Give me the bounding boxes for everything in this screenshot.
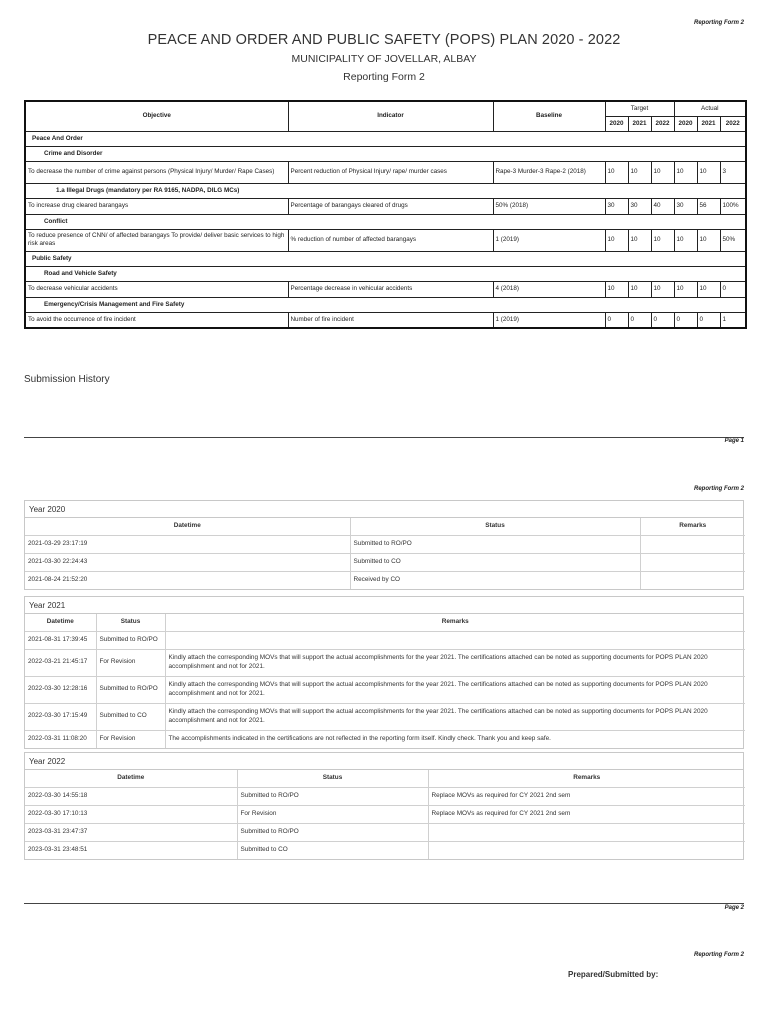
remarks-cell (640, 571, 745, 589)
history-2021 (24, 596, 744, 749)
table-row (25, 631, 745, 649)
datetime-cell: 2023-03-31 23:47:37 (25, 823, 237, 841)
actual-cell: 10 (674, 161, 697, 183)
indicator-cell: % reduction of number of affected barangays (288, 229, 493, 251)
indicator-cell: Percent reduction of Physical Injury/ rape/ murder cases (288, 161, 493, 183)
remarks-cell: Kindly attach the corresponding MOVs that will support the actual accomplishments for the year 2021. The certifications attached can be noted as supporting documents for POPS PLAN 2020 accomplishment and not for 2021. (165, 649, 745, 676)
target-cell: 10 (605, 229, 628, 251)
status-cell: For Revision (96, 730, 165, 748)
status-cell: Submitted to RO/PO (96, 676, 165, 703)
status-cell: Submitted to RO/PO (96, 631, 165, 649)
datetime-cell: 2021-03-29 23:17:19 (25, 535, 350, 553)
target-cell: 10 (628, 161, 651, 183)
form-subtitle: Reporting Form 2 (343, 71, 425, 83)
datetime-cell: 2022-03-30 17:15:49 (25, 703, 96, 730)
subsection-label: Road and Vehicle Safety (25, 266, 746, 281)
target-cell: 30 (605, 198, 628, 214)
subsection-label: Crime and Disorder (25, 146, 746, 161)
objective-cell: To increase drug cleared barangays (25, 198, 288, 214)
actual-cell: 10 (674, 229, 697, 251)
page-divider (24, 437, 744, 438)
target-cell: 0 (651, 312, 674, 328)
objective-cell: To decrease vehicular accidents (25, 281, 288, 297)
col-target-2021: 2021 (628, 116, 651, 131)
status-cell: For Revision (237, 805, 428, 823)
subsection-row (25, 214, 746, 229)
table-row (25, 198, 746, 214)
subsection-row (25, 146, 746, 161)
actual-cell: 50% (720, 229, 746, 251)
table-row (25, 161, 746, 183)
actual-cell: 10 (674, 281, 697, 297)
col-indicator: Indicator (288, 101, 493, 131)
table-row (25, 676, 745, 703)
table-row (25, 312, 746, 328)
remarks-cell: Kindly attach the corresponding MOVs that will support the actual accomplishments for the year 2021. The certifications attached can be noted as supporting documents for POPS PLAN 2020 accomplishment and not for 2021. (165, 676, 745, 703)
status-cell: Submitted to CO (237, 841, 428, 859)
col-target-2020: 2020 (605, 116, 628, 131)
objective-cell: To avoid the occurrence of fire incident (25, 312, 288, 328)
baseline-cell: 1 (2019) (493, 312, 605, 328)
actual-cell: 0 (697, 312, 720, 328)
status-cell: Submitted to RO/PO (237, 823, 428, 841)
page-divider (24, 903, 744, 904)
table-row (25, 805, 745, 823)
remarks-cell (640, 553, 745, 571)
status-cell: For Revision (96, 649, 165, 676)
target-cell: 40 (651, 198, 674, 214)
col-actual-2022: 2022 (720, 116, 746, 131)
actual-cell: 0 (720, 281, 746, 297)
prepared-by-label: Prepared/Submitted by: (568, 970, 659, 979)
section-row (25, 251, 746, 266)
target-cell: 10 (651, 281, 674, 297)
table-row (25, 703, 745, 730)
remarks-cell: Replace MOVs as required for CY 2021 2nd sem (428, 805, 745, 823)
section-label: Peace And Order (25, 131, 746, 146)
table-row (25, 649, 745, 676)
section-label: Public Safety (25, 251, 746, 266)
datetime-cell: 2021-08-31 17:39:45 (25, 631, 96, 649)
form-label-page3: Reporting Form 2 (693, 952, 744, 958)
remarks-cell (165, 631, 745, 649)
page-title: PEACE AND ORDER AND PUBLIC SAFETY (POPS) PLAN 2020 - 2022 (147, 32, 621, 48)
pops-plan-table (24, 100, 747, 329)
page-number-1: Page 1 (724, 438, 744, 444)
actual-cell: 3 (720, 161, 746, 183)
actual-cell: 0 (674, 312, 697, 328)
status-cell: Submitted to RO/PO (350, 535, 640, 553)
col-actual-2020: 2020 (674, 116, 697, 131)
datetime-cell: 2022-03-21 21:45:17 (25, 649, 96, 676)
actual-cell: 10 (697, 229, 720, 251)
indicator-cell: Percentage decrease in vehicular accidents (288, 281, 493, 297)
col-target: Target (605, 101, 674, 116)
baseline-cell: 50% (2018) (493, 198, 605, 214)
subsection-label: Emergency/Crisis Management and Fire Safety (25, 297, 746, 312)
status-cell: Submitted to CO (350, 553, 640, 571)
table-row (25, 787, 745, 805)
actual-cell: 30 (674, 198, 697, 214)
datetime-cell: 2022-03-30 14:55:18 (25, 787, 237, 805)
remarks-cell (640, 535, 745, 553)
target-cell: 10 (628, 229, 651, 251)
history-2020 (24, 500, 744, 590)
submission-history-heading: Submission History (24, 374, 110, 385)
subsection-row (25, 297, 746, 312)
actual-cell: 100% (720, 198, 746, 214)
target-cell: 10 (628, 281, 651, 297)
col-actual: Actual (674, 101, 746, 116)
subsection-label: Conflict (25, 214, 746, 229)
datetime-cell: 2022-03-31 11:08:20 (25, 730, 96, 748)
col-remarks: Remarks (165, 614, 745, 631)
target-cell: 0 (605, 312, 628, 328)
target-cell: 0 (628, 312, 651, 328)
datetime-cell: 2022-03-30 17:10:13 (25, 805, 237, 823)
col-actual-2021: 2021 (697, 116, 720, 131)
remarks-cell: The accomplishments indicated in the certifications are not reflected in the reporting form itself. Kindly check. Thank you and keep safe. (165, 730, 745, 748)
table-row (25, 535, 745, 553)
target-cell: 10 (651, 229, 674, 251)
history-year-label: Year 2020 (25, 501, 743, 518)
datetime-cell: 2021-08-24 21:52:20 (25, 571, 350, 589)
col-target-2022: 2022 (651, 116, 674, 131)
form-label-page2: Reporting Form 2 (693, 486, 744, 492)
target-cell: 10 (605, 281, 628, 297)
actual-cell: 10 (697, 161, 720, 183)
objective-cell: To reduce presence of CNN/ of affected barangays To provide/ deliver basic services to high risk areas (25, 229, 288, 251)
history-2022 (24, 752, 744, 860)
table-row (25, 730, 745, 748)
table-row (25, 553, 745, 571)
baseline-cell: 1 (2019) (493, 229, 605, 251)
remarks-cell (428, 823, 745, 841)
history-year-label: Year 2022 (25, 753, 743, 770)
remarks-cell: Replace MOVs as required for CY 2021 2nd sem (428, 787, 745, 805)
datetime-cell: 2023-03-31 23:48:51 (25, 841, 237, 859)
table-row (25, 229, 746, 251)
col-datetime: Datetime (25, 614, 96, 631)
target-cell: 10 (651, 161, 674, 183)
status-cell: Submitted to RO/PO (237, 787, 428, 805)
target-cell: 30 (628, 198, 651, 214)
remarks-cell: Kindly attach the corresponding MOVs that will support the actual accomplishments for the year 2021. The certifications attached can be noted as supporting documents for POPS PLAN 2020 accomplishment and not for 2021. (165, 703, 745, 730)
page-number-2: Page 2 (724, 905, 744, 911)
col-remarks: Remarks (640, 518, 745, 535)
datetime-cell: 2022-03-30 12:28:16 (25, 676, 96, 703)
actual-cell: 10 (697, 281, 720, 297)
subsection-row (25, 266, 746, 281)
status-cell: Received by CO (350, 571, 640, 589)
indicator-cell: Number of fire incident (288, 312, 493, 328)
col-status: Status (237, 770, 428, 787)
target-cell: 10 (605, 161, 628, 183)
table-row (25, 823, 745, 841)
col-remarks: Remarks (428, 770, 745, 787)
col-status: Status (350, 518, 640, 535)
actual-cell: 56 (697, 198, 720, 214)
baseline-cell: Rape-3 Murder-3 Rape-2 (2018) (493, 161, 605, 183)
section-row (25, 131, 746, 146)
table-row (25, 571, 745, 589)
col-baseline: Baseline (493, 101, 605, 131)
remarks-cell (428, 841, 745, 859)
table-row (25, 841, 745, 859)
col-datetime: Datetime (25, 770, 237, 787)
status-cell: Submitted to CO (96, 703, 165, 730)
subsection-label: 1.a Illegal Drugs (mandatory per RA 9165, NADPA, DILG MCs) (25, 183, 746, 198)
objective-cell: To decrease the number of crime against persons (Physical Injury/ Murder/ Rape Cases) (25, 161, 288, 183)
municipality-name: MUNICIPALITY OF JOVELLAR, ALBAY (291, 53, 477, 65)
subsection-row (25, 183, 746, 198)
indicator-cell: Percentage of barangays cleared of drugs (288, 198, 493, 214)
actual-cell: 1 (720, 312, 746, 328)
form-label-page1: Reporting Form 2 (693, 20, 744, 26)
table-row (25, 281, 746, 297)
col-datetime: Datetime (25, 518, 350, 535)
col-objective: Objective (25, 101, 288, 131)
history-year-label: Year 2021 (25, 597, 743, 614)
datetime-cell: 2021-03-30 22:24:43 (25, 553, 350, 571)
col-status: Status (96, 614, 165, 631)
baseline-cell: 4 (2018) (493, 281, 605, 297)
